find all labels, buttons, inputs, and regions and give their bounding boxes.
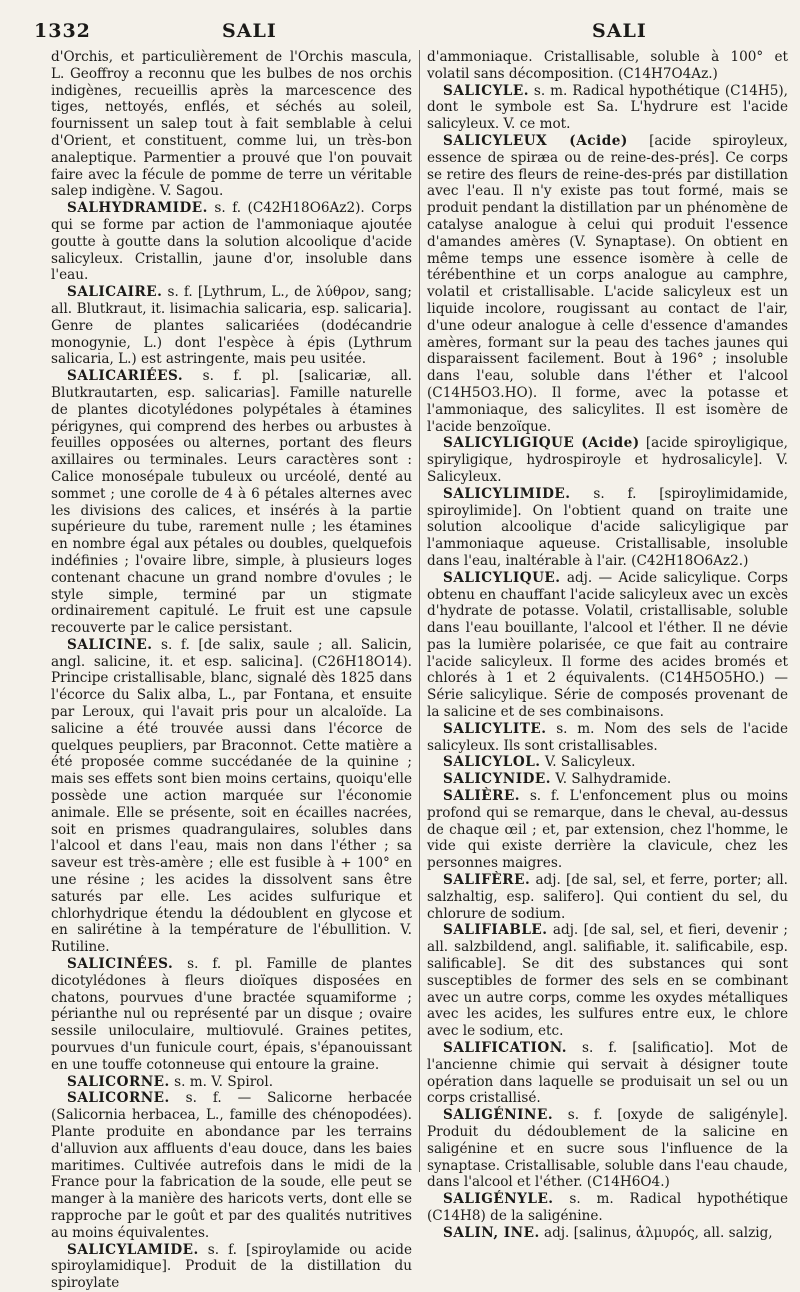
entry — [427, 570, 788, 721]
entry — [51, 637, 412, 956]
page-number: 1332 — [34, 20, 91, 42]
entry-text: V. Salicyleux. — [544, 754, 636, 771]
entry — [51, 368, 412, 637]
entry-headword: SALICINE. — [67, 636, 153, 653]
entry — [51, 284, 412, 368]
entry-text: d'ammoniaque. Cristallisable, soluble à 100° et volatil sans décomposition. (C14H7O4Az.) — [427, 49, 788, 82]
entry-headword: SALICYLE. — [443, 82, 529, 99]
entry-headword: SALICYLIQUE. — [443, 569, 561, 586]
entry-headword: SALHYDRAMIDE. — [67, 200, 208, 217]
entry-text: s. f. L'enfoncement plus ou moins profond qui se remarque, dans le cheval, au-dessus de chaque œil ; et, par extension, chez l'homme, le vide qui existe derrière la clavicule, chez les personnes maigres. — [427, 788, 788, 872]
entry — [51, 49, 412, 200]
entry-text: s. f. — Salicorne herbacée (Salicornia herbacea, L., famille des chénopodées). Plante produite en abondance par les terrains d'alluvion aux affluents d'eau douce, dans les baies maritimes. Cultivée autrefois dans le midi de la France pour la fabrication de la soude, elle peut se manger à la manière des haricots verts, dont elle se rapproche par le goût et par des qualités nutritives au moins équivalentes. — [51, 1090, 412, 1241]
entry-text: adj. — Acide salicylique. Corps obtenu en chauffant l'acide salicyleux avec un excès d'hydrate de potasse. Volatil, cristallisable, soluble dans l'eau bouillante, l'alcool et l'éther. Il ne dévie pas la lumière polarisée, ce que fait au contraire l'acide salicyleux. Il forme des acides bromés et chlorés à 1 et 2 équivalents. (C14H5O5HO.) — Série salicylique. Série de composés provenant de la salicine et de ses combinaisons. — [427, 569, 789, 721]
entry-headword: SALIN, INE. — [443, 1224, 540, 1241]
entry — [427, 486, 788, 570]
entry-text: s. f. [oxyde de saligényle]. Produit du dédoublement de la salicine en saligénine et en sucre sous l'influence de la synaptase. Cristallisable, soluble dans l'eau chaude, dans l'alcool et l'éther. (C14H6O4.) — [427, 1107, 789, 1191]
column-divider — [419, 50, 420, 1172]
entry-headword: SALICAIRE. — [67, 284, 163, 301]
entry-text: d'Orchis, et particulièrement de l'Orchis mascula, L. Geoffroy a reconnu que les bulbes de nos orchis indigènes, recueillis après la marcescence des tiges, nettoyés, enflés, et séchés au soleil, fournissent un salep tout à fait semblable à celui d'Orient, et constituent, comme lui, un très-bon analeptique. Parmentier a prouvé que l'on pouvait faire avec la fécule de pomme de terre un véritable salep indigène. V. Sagou. — [51, 49, 412, 200]
entry — [427, 435, 788, 485]
entry-headword: SALICYLEUX (Acide) — [443, 132, 628, 149]
entry-headword: SALICARIÉES. — [67, 368, 184, 385]
entry — [427, 49, 788, 83]
entry-headword: SALIGÉNYLE. — [443, 1191, 554, 1208]
entry-headword: SALICORNE. — [67, 1073, 170, 1090]
entry-text: s. f. [spiroylamide ou acide spiroylamidique]. Produit de la distillation du spiroylate — [51, 1241, 413, 1292]
entry — [427, 1107, 788, 1191]
entry — [427, 721, 788, 755]
entry — [427, 922, 788, 1040]
entry-headword: SALICYLIGIQUE (Acide) — [443, 435, 640, 452]
entry-headword: SALICYLIMIDE. — [443, 485, 571, 502]
entry — [427, 1040, 788, 1107]
entry-text: s. f. [Lythrum, L., de λύθρον, sang; all. Blutkraut, it. lisimachia salicaria, esp. salicaria]. Genre de plantes salicariées (dodécandrie monogynie, L.) dont l'espèce à épis (Lythrum salicaria, L.) est astringente, mais peu usitée. — [51, 284, 412, 368]
entry — [427, 133, 788, 435]
entry — [427, 754, 788, 771]
entry-text: s. f. [salificatio]. Mot de l'ancienne chimie qui servait à désigner toute opération dans laquelle se produisait un sel ou un corps cristallisé. — [427, 1040, 788, 1107]
entry-text: [acide spiroyligique, spiryligique, hydrospiroyle et hydrosalicyle]. V. Salicyleux. — [427, 435, 788, 485]
entry-headword: SALICYLAMIDE. — [67, 1241, 199, 1258]
entry-text: [acide spiroyleux, essence de spiræa ou de reine-des-prés]. Ce corps se retire des fleurs de reine-des-prés par distillation avec l'eau. Il n'y existe pas tout formé, mais se produit pendant la distillation par un phénomène de catalyse analogue à celui qui produit l'essence d'amandes amères (V. Synaptase). On obtient en même temps une essence isomère à celle de térébenthine et un corps analogue au camphre, volatil et cristallisable. L'acide salicyleux est un liquide incolore, rougissant au contact de l'air, d'une odeur analogue à celle d'essence d'amandes amères, formant sur la peau des taches jaunes qui disparaissent facilement. Bout à 196° ; insoluble dans l'eau, soluble dans l'éther et l'alcool (C14H5O3.HO). Il forme, avec la potasse et l'ammoniaque, des salicylites. Il est isomère de l'acide benzoïque. — [427, 132, 788, 435]
entry-text: V. Salhydramide. — [555, 771, 672, 788]
entry-text: s. m. V. Spirol. — [174, 1073, 274, 1090]
entry — [51, 1242, 412, 1292]
entry-text: s. f. (C42H18O6Az2). Corps qui se forme par action de l'ammoniaque ajoutée goutte à goutte dans la solution alcoolique d'acide salicyleux. Cristallin, jaune d'or, insoluble dans l'eau. — [51, 200, 412, 284]
entry-headword: SALICYLOL. — [443, 754, 541, 771]
entry-headword: SALIFIABLE. — [443, 922, 548, 939]
entry-text: s. m. Radical hypothétique (C14H5), dont le symbole est Sa. L'hydrure est l'acide salicyleux. V. ce mot. — [427, 82, 788, 133]
entry-headword: SALIÈRE. — [443, 788, 521, 805]
entry-headword: SALIFICATION. — [443, 1040, 568, 1057]
entry — [427, 872, 788, 922]
left-column — [51, 49, 413, 1292]
entry — [51, 1074, 412, 1091]
entry-text: s. f. pl. [salicariæ, all. Blutkrautarten, esp. salicarias]. Famille naturelle de plantes dicotylédones polypétales à étamines périgynes, qui comprend des herbes ou arbustes à feuilles opposées ou alternes, portant des fleurs axillaires ou terminales. Leurs caractères sont : Calice monosépale tubuleux ou urcéolé, denté au sommet ; une corolle de 4 à 6 pétales alternes avec les divisions des calices, et insérés à la partie supérieure du tube, rarement nulle ; les étamines en nombre égal aux pétales ou doubles, quelquefois indéfinies ; l'ovaire libre, simple, à plusieurs loges contenant chacune un grand nombre d'ovules ; le style simple, terminé par un stigmate ordinairement capitulé. Le fruit est une capsule recouverte par le calice persistant. — [51, 368, 412, 637]
entry-headword: SALIGÉNINE. — [443, 1107, 554, 1124]
running-head-right: SALI — [592, 20, 647, 42]
entry-headword: SALICINÉES. — [67, 956, 174, 973]
entry — [427, 83, 788, 133]
entry-headword: SALICORNE. — [67, 1090, 170, 1107]
entry — [427, 771, 788, 788]
entry-headword: SALICYNIDE. — [443, 771, 551, 788]
entry-text: s. m. Nom des sels de l'acide salicyleux. Ils sont cristallisables. — [427, 720, 788, 754]
entry-headword: SALICYLITE. — [443, 720, 547, 737]
entry-text: s. m. Radical hypothétique (C14H8) de la saligénine. — [427, 1191, 788, 1224]
right-column — [427, 49, 789, 1241]
entry-text: s. f. [de salix, saule ; all. Salicin, angl. salicine, it. et esp. salicina]. (C26H18O14). Principe cristallisable, blanc, signalé dès 1825 dans l'écorce du Salix alba, L., par Fontana, et ensuite par Leroux, qui l'avait pris pour un alcaloïde. La salicine a été trouvée aussi dans l'écorce de quelques peupliers, par Braconnot. Cette matière a été proposée comme succédanée de la quinine ; mais ses effets sont bien moins certains, quoiqu'elle possède une action marquée sur l'économie animale. Elle se présente, soit en écailles nacrées, soit en prismes quadrangulaires, solubles dans l'alcool et dans l'eau, mais non dans l'éther ; sa saveur est très-amère ; elle est fusible à + 100° en une résine ; les acides la dissolvent sans être saturés par elle. Les acides sulfurique et chlorhydrique étendu la dédoublent en glycose et en salirétine à la température de l'ébullition. V. Rutiline. — [51, 636, 412, 956]
entry — [51, 200, 412, 284]
entry-text: s. f. [spiroylimidamide, spiroylimide]. On l'obtient quand on traite une solution alcoolique d'acide salicyligique par l'ammoniaque aqueuse. Cristallisable, insoluble dans l'eau, inaltérable à l'air. (C42H18O6Az2.) — [427, 485, 788, 569]
running-head-left: SALI — [222, 20, 277, 42]
entry — [427, 788, 788, 872]
entry-text: adj. [salinus, ἁλμυρός, all. salzig, — [544, 1224, 773, 1241]
entry-text: adj. [de sal, sel, et fieri, devenir ; all. salzbildend, angl. salifiable, it. salificabile, esp. salificable]. Se dit des substances qui sont susceptibles de former des sels en se combinant avec un autre corps, comme les oxydes métalliques avec les acides, les sulfures entre eux, le chlore avec le sodium, etc. — [427, 922, 788, 1040]
entry-headword: SALIFÈRE. — [443, 872, 531, 889]
entry-text: s. f. pl. Famille de plantes dicotylédones à fleurs dioïques disposées en chatons, pourvues d'une bractée squamiforme ; périanthe nul ou représenté par un disque ; ovaire sessile uniloculaire, multiovulé. Graines petites, pourvues d'un funicule court, épais, s'épanouissant en une touffe cotonneuse qui entoure la graine. — [51, 956, 413, 1073]
entry — [51, 1090, 412, 1241]
entry-text: adj. [de sal, sel, et ferre, porter; all. salzhaltig, esp. salifero]. Qui contient du sel, du chlorure de sodium. — [427, 872, 788, 922]
entry — [51, 956, 412, 1074]
entry — [427, 1191, 788, 1225]
entry — [427, 1225, 788, 1242]
page-header — [0, 20, 800, 46]
